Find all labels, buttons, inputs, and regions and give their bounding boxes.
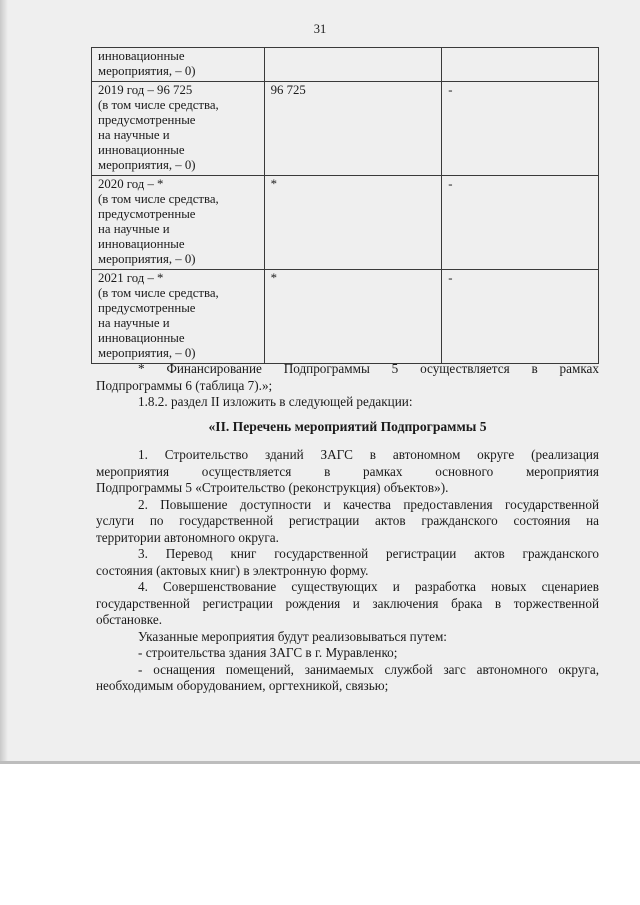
table-cell-period: 2020 год – * (в том числе средства, предусмотренные на научные и инновационные мероприятия, – 0) — [92, 176, 265, 270]
item-line: услуги по государственной регистрации актов гражданского состояния на — [96, 513, 599, 528]
table-row — [92, 176, 599, 270]
way-item: - оснащения помещений, занимаемых службой загс автономного округа, — [138, 661, 599, 677]
measures-list — [96, 447, 599, 695]
table-cell-period: 2019 год – 96 725 (в том числе средства, предусмотренные на научные и инновационные мероприятия, – 0) — [92, 82, 265, 176]
table-row — [92, 270, 599, 364]
item-line: государственной регистрации рождения и заключения брака в торжественной — [96, 595, 599, 611]
table-cell-value: * — [264, 270, 442, 364]
table-cell-value: * — [264, 176, 442, 270]
item-line: мероприятия осуществляется в рамках основного мероприятия — [96, 463, 599, 479]
table-row — [92, 82, 599, 176]
way-item: - строительства здания ЗАГС в г. Муравленко; — [138, 645, 398, 660]
table-row — [92, 48, 599, 82]
item-line: Подпрограммы 5 «Строительство (реконструкция) объектов»). — [96, 480, 449, 495]
page-number: 31 — [313, 22, 327, 36]
financing-table — [91, 47, 599, 364]
table-cell-period: инновационные мероприятия, – 0) — [92, 48, 265, 82]
section-heading: «II. Перечень мероприятий Подпрограммы 5 — [208, 419, 487, 434]
item-line: 2. Повышение доступности и качества предоставления государственной — [138, 496, 599, 512]
table-cell-other: - — [442, 270, 599, 364]
table-cell-other: - — [442, 176, 599, 270]
item-line: 4. Совершенствование существующих и разработка новых сценариев — [138, 579, 599, 594]
table-cell-other — [442, 48, 599, 82]
item-line: территории автономного округа. — [96, 529, 279, 545]
table-cell-period: 2021 год – * (в том числе средства, предусмотренные на научные и инновационные мероприятия, – 0) — [92, 270, 265, 364]
item-line: 3. Перевод книг государственной регистрации актов гражданского — [138, 546, 599, 561]
item-line: обстановке. — [96, 612, 163, 627]
table-cell-other: - — [442, 82, 599, 176]
ways-intro: Указанные мероприятия будут реализовываться путем: — [138, 628, 447, 644]
amendment-text: 1.8.2. раздел II изложить в следующей редакции: — [138, 394, 413, 409]
table-cell-value: 96 725 — [264, 82, 442, 176]
item-line: 1. Строительство зданий ЗАГС в автономном округе (реализация — [138, 447, 599, 462]
footnote-line: Подпрограммы 6 (таблица 7).»; — [96, 377, 273, 393]
item-line: состояния (актовых книг) в электронную форму. — [96, 562, 369, 578]
way-item: необходимым оборудованием, оргтехникой, связью; — [96, 678, 389, 693]
footnote-line: * Финансирование Подпрограммы 5 осуществляется в рамках — [138, 361, 599, 376]
footnote — [96, 361, 599, 411]
table-cell-value — [264, 48, 442, 82]
